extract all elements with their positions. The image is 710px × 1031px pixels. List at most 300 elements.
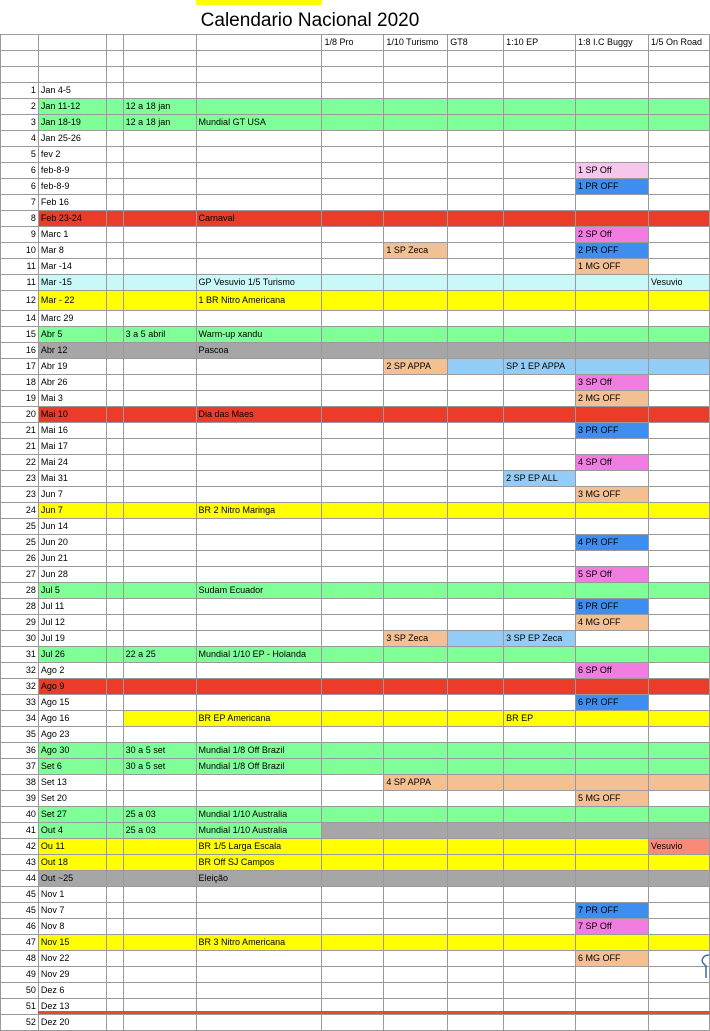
gt8-cell[interactable] [448,131,504,147]
ep-110-cell[interactable] [504,1015,576,1031]
event-cell[interactable]: Dia das Maes [196,407,322,423]
onroad-15-cell[interactable] [648,631,709,647]
buggy-18-cell[interactable]: 5 MG OFF [576,791,649,807]
buggy-18-cell[interactable]: 6 SP Off [576,663,649,679]
date-cell[interactable]: Jun 14 [38,519,106,535]
blank-cell[interactable] [106,391,123,407]
buggy-18-cell[interactable] [576,871,649,887]
pro-18-cell[interactable] [322,227,384,243]
gt8-cell[interactable] [448,983,504,999]
blank-cell[interactable] [106,551,123,567]
ep-110-cell[interactable] [504,391,576,407]
onroad-15-cell[interactable] [648,51,709,67]
turismo-110-cell[interactable] [384,711,448,727]
blank-cell[interactable] [106,439,123,455]
blank-cell[interactable] [106,775,123,791]
blank-cell[interactable] [106,567,123,583]
gt8-cell[interactable] [448,935,504,951]
turismo-110-cell[interactable] [384,871,448,887]
row-number-cell[interactable]: 35 [1,727,39,743]
gt8-cell[interactable] [448,711,504,727]
buggy-18-cell[interactable] [576,359,649,375]
pro-18-cell[interactable] [322,455,384,471]
onroad-15-cell[interactable] [648,503,709,519]
row-number-cell[interactable]: 44 [1,871,39,887]
row-number-cell[interactable]: 21 [1,439,39,455]
blank-cell[interactable] [106,243,123,259]
onroad-15-cell[interactable] [648,115,709,131]
date-range-cell[interactable] [123,51,196,67]
turismo-110-cell[interactable] [384,615,448,631]
date-cell[interactable]: Out ~25 [38,871,106,887]
date-range-cell[interactable] [123,391,196,407]
buggy-18-cell[interactable] [576,631,649,647]
date-cell[interactable]: Nov 15 [38,935,106,951]
turismo-110-cell[interactable] [384,163,448,179]
onroad-15-cell[interactable]: Vesuvio [648,839,709,855]
event-cell[interactable] [196,775,322,791]
blank-cell[interactable] [106,967,123,983]
date-cell[interactable]: Jun 20 [38,535,106,551]
onroad-15-cell[interactable] [648,99,709,115]
ep-110-cell[interactable] [504,455,576,471]
turismo-110-cell[interactable] [384,535,448,551]
pro-18-cell[interactable] [322,615,384,631]
event-cell[interactable] [196,147,322,163]
gt8-cell[interactable] [448,855,504,871]
date-cell[interactable]: Abr 26 [38,375,106,391]
onroad-15-cell[interactable] [648,871,709,887]
ep-110-cell[interactable] [504,179,576,195]
date-cell[interactable]: Feb 23-24 [38,211,106,227]
gt8-cell[interactable] [448,823,504,839]
ep-110-cell[interactable] [504,439,576,455]
ep-110-cell[interactable] [504,99,576,115]
onroad-15-cell[interactable] [648,375,709,391]
date-cell[interactable]: Mai 10 [38,407,106,423]
date-cell[interactable]: Feb 16 [38,195,106,211]
turismo-110-cell[interactable] [384,423,448,439]
gt8-cell[interactable] [448,791,504,807]
pro-18-cell[interactable] [322,887,384,903]
pro-18-cell[interactable] [322,343,384,359]
date-range-cell[interactable] [123,439,196,455]
turismo-110-cell[interactable] [384,983,448,999]
blank-cell[interactable] [106,35,123,51]
date-cell[interactable]: Jul 5 [38,583,106,599]
row-number-cell[interactable]: 32 [1,679,39,695]
pro-18-cell[interactable] [322,807,384,823]
date-range-cell[interactable] [123,871,196,887]
onroad-15-cell[interactable] [648,195,709,211]
turismo-110-cell[interactable] [384,147,448,163]
pro-18-cell[interactable] [322,663,384,679]
turismo-110-cell[interactable] [384,275,448,291]
date-range-cell[interactable] [123,243,196,259]
buggy-18-cell[interactable] [576,759,649,775]
event-cell[interactable] [196,359,322,375]
buggy-18-cell[interactable] [576,311,649,327]
event-cell[interactable] [196,311,322,327]
buggy-18-cell[interactable]: 1:8 I.C Buggy [576,35,649,51]
blank-cell[interactable] [106,487,123,503]
ep-110-cell[interactable]: BR EP [504,711,576,727]
onroad-15-cell[interactable] [648,903,709,919]
row-number-cell[interactable]: 5 [1,147,39,163]
blank-cell[interactable] [106,711,123,727]
date-cell[interactable]: Nov 29 [38,967,106,983]
row-number-cell[interactable]: 20 [1,407,39,423]
pro-18-cell[interactable] [322,951,384,967]
gt8-cell[interactable] [448,179,504,195]
ep-110-cell[interactable] [504,311,576,327]
row-number-cell[interactable]: 32 [1,663,39,679]
pro-18-cell[interactable] [322,967,384,983]
row-number-cell[interactable]: 47 [1,935,39,951]
date-cell[interactable]: Jan 11-12 [38,99,106,115]
row-number-cell[interactable]: 22 [1,455,39,471]
blank-cell[interactable] [106,535,123,551]
gt8-cell[interactable] [448,951,504,967]
event-cell[interactable]: Eleição [196,871,322,887]
row-number-cell[interactable]: 33 [1,695,39,711]
onroad-15-cell[interactable] [648,83,709,99]
onroad-15-cell[interactable] [648,535,709,551]
blank-cell[interactable] [106,83,123,99]
buggy-18-cell[interactable]: 5 SP Off [576,567,649,583]
onroad-15-cell[interactable] [648,759,709,775]
buggy-18-cell[interactable]: 4 MG OFF [576,615,649,631]
date-cell[interactable]: Out 4 [38,823,106,839]
ep-110-cell[interactable] [504,855,576,871]
date-range-cell[interactable] [123,275,196,291]
ep-110-cell[interactable] [504,519,576,535]
pro-18-cell[interactable] [322,695,384,711]
blank-cell[interactable] [106,423,123,439]
date-cell[interactable]: Jul 12 [38,615,106,631]
gt8-cell[interactable] [448,359,504,375]
pro-18-cell[interactable]: 1/8 Pro [322,35,384,51]
turismo-110-cell[interactable]: 1 SP Zeca [384,243,448,259]
buggy-18-cell[interactable] [576,83,649,99]
date-range-cell[interactable] [123,375,196,391]
date-cell[interactable]: Jan 18-19 [38,115,106,131]
date-cell[interactable]: Abr 19 [38,359,106,375]
date-cell[interactable]: Jun 21 [38,551,106,567]
buggy-18-cell[interactable] [576,439,649,455]
ep-110-cell[interactable] [504,211,576,227]
turismo-110-cell[interactable] [384,679,448,695]
date-range-cell[interactable] [123,455,196,471]
event-cell[interactable] [196,551,322,567]
row-number-cell[interactable]: 25 [1,535,39,551]
ep-110-cell[interactable] [504,951,576,967]
ep-110-cell[interactable] [504,291,576,311]
gt8-cell[interactable] [448,163,504,179]
gt8-cell[interactable] [448,695,504,711]
buggy-18-cell[interactable] [576,967,649,983]
onroad-15-cell[interactable] [648,359,709,375]
onroad-15-cell[interactable] [648,567,709,583]
blank-cell[interactable] [106,935,123,951]
date-cell[interactable]: Jan 25-26 [38,131,106,147]
date-range-cell[interactable] [123,503,196,519]
row-number-cell[interactable]: 30 [1,631,39,647]
blank-cell[interactable] [106,343,123,359]
date-cell[interactable]: Mar -14 [38,259,106,275]
turismo-110-cell[interactable] [384,551,448,567]
buggy-18-cell[interactable] [576,823,649,839]
blank-cell[interactable] [106,855,123,871]
row-number-cell[interactable]: 3 [1,115,39,131]
pro-18-cell[interactable] [322,375,384,391]
onroad-15-cell[interactable] [648,423,709,439]
pro-18-cell[interactable] [322,823,384,839]
pro-18-cell[interactable] [322,99,384,115]
buggy-18-cell[interactable] [576,67,649,83]
blank-cell[interactable] [106,147,123,163]
turismo-110-cell[interactable] [384,83,448,99]
blank-cell[interactable] [106,211,123,227]
date-cell[interactable]: Jun 7 [38,487,106,503]
onroad-15-cell[interactable] [648,935,709,951]
ep-110-cell[interactable] [504,647,576,663]
ep-110-cell[interactable] [504,227,576,243]
date-cell[interactable]: Ago 15 [38,695,106,711]
event-cell[interactable] [196,83,322,99]
buggy-18-cell[interactable] [576,679,649,695]
date-range-cell[interactable] [123,599,196,615]
blank-cell[interactable] [106,663,123,679]
blank-cell[interactable] [106,99,123,115]
event-cell[interactable]: Carnaval [196,211,322,227]
onroad-15-cell[interactable] [648,663,709,679]
buggy-18-cell[interactable] [576,583,649,599]
event-cell[interactable] [196,663,322,679]
event-cell[interactable] [196,391,322,407]
event-cell[interactable] [196,243,322,259]
date-range-cell[interactable] [123,163,196,179]
blank-cell[interactable] [106,791,123,807]
turismo-110-cell[interactable] [384,131,448,147]
turismo-110-cell[interactable] [384,823,448,839]
event-cell[interactable] [196,983,322,999]
row-number-cell[interactable]: 11 [1,275,39,291]
pro-18-cell[interactable] [322,67,384,83]
turismo-110-cell[interactable] [384,791,448,807]
blank-cell[interactable] [106,679,123,695]
row-number-cell[interactable]: 28 [1,599,39,615]
ep-110-cell[interactable] [504,487,576,503]
turismo-110-cell[interactable] [384,227,448,243]
blank-cell[interactable] [106,887,123,903]
blank-cell[interactable] [106,583,123,599]
date-range-cell[interactable]: 30 a 5 set [123,759,196,775]
gt8-cell[interactable] [448,647,504,663]
date-range-cell[interactable]: 3 a 5 abril [123,327,196,343]
onroad-15-cell[interactable] [648,855,709,871]
onroad-15-cell[interactable] [648,823,709,839]
event-cell[interactable] [196,487,322,503]
gt8-cell[interactable] [448,839,504,855]
buggy-18-cell[interactable] [576,519,649,535]
pro-18-cell[interactable] [322,407,384,423]
row-number-cell[interactable]: 23 [1,471,39,487]
ep-110-cell[interactable] [504,823,576,839]
buggy-18-cell[interactable] [576,711,649,727]
event-cell[interactable] [196,227,322,243]
turismo-110-cell[interactable] [384,887,448,903]
ep-110-cell[interactable] [504,275,576,291]
date-cell[interactable]: Nov 8 [38,919,106,935]
pro-18-cell[interactable] [322,935,384,951]
ep-110-cell[interactable] [504,871,576,887]
gt8-cell[interactable] [448,147,504,163]
event-cell[interactable]: Warm-up xandu [196,327,322,343]
gt8-cell[interactable] [448,503,504,519]
date-cell[interactable]: Set 27 [38,807,106,823]
date-cell[interactable]: Dez 20 [38,1015,106,1031]
buggy-18-cell[interactable]: 6 PR OFF [576,695,649,711]
gt8-cell[interactable] [448,967,504,983]
gt8-cell[interactable] [448,1015,504,1031]
row-number-cell[interactable]: 50 [1,983,39,999]
pro-18-cell[interactable] [322,327,384,343]
gt8-cell[interactable] [448,327,504,343]
gt8-cell[interactable] [448,807,504,823]
row-number-cell[interactable]: 36 [1,743,39,759]
date-cell[interactable]: Marc 1 [38,227,106,243]
pro-18-cell[interactable] [322,423,384,439]
date-cell[interactable]: Mai 3 [38,391,106,407]
onroad-15-cell[interactable] [648,551,709,567]
ep-110-cell[interactable] [504,839,576,855]
gt8-cell[interactable] [448,535,504,551]
gt8-cell[interactable] [448,551,504,567]
blank-cell[interactable] [106,919,123,935]
turismo-110-cell[interactable] [384,519,448,535]
blank-cell[interactable] [106,519,123,535]
pro-18-cell[interactable] [322,791,384,807]
event-cell[interactable]: Mundial GT USA [196,115,322,131]
date-range-cell[interactable] [123,951,196,967]
event-cell[interactable] [196,163,322,179]
row-number-cell[interactable]: 17 [1,359,39,375]
gt8-cell[interactable] [448,115,504,131]
turismo-110-cell[interactable] [384,807,448,823]
onroad-15-cell[interactable]: 1/5 On Road [648,35,709,51]
buggy-18-cell[interactable]: 1 SP Off [576,163,649,179]
date-cell[interactable]: Set 13 [38,775,106,791]
ep-110-cell[interactable] [504,327,576,343]
onroad-15-cell[interactable] [648,311,709,327]
onroad-15-cell[interactable] [648,807,709,823]
turismo-110-cell[interactable] [384,583,448,599]
row-number-cell[interactable]: 6 [1,163,39,179]
ep-110-cell[interactable] [504,807,576,823]
event-cell[interactable]: BR 1/5 Larga Escala [196,839,322,855]
turismo-110-cell[interactable] [384,663,448,679]
gt8-cell[interactable] [448,67,504,83]
blank-cell[interactable] [106,327,123,343]
row-number-cell[interactable]: 23 [1,487,39,503]
ep-110-cell[interactable] [504,727,576,743]
date-range-cell[interactable] [123,535,196,551]
date-cell[interactable]: Set 20 [38,791,106,807]
onroad-15-cell[interactable] [648,695,709,711]
ep-110-cell[interactable] [504,695,576,711]
event-cell[interactable] [196,887,322,903]
event-cell[interactable] [196,51,322,67]
buggy-18-cell[interactable]: 3 PR OFF [576,423,649,439]
row-number-cell[interactable]: 41 [1,823,39,839]
turismo-110-cell[interactable] [384,311,448,327]
blank-cell[interactable] [106,131,123,147]
pro-18-cell[interactable] [322,359,384,375]
onroad-15-cell[interactable] [648,1015,709,1031]
buggy-18-cell[interactable]: 3 SP Off [576,375,649,391]
buggy-18-cell[interactable] [576,99,649,115]
date-cell[interactable]: Ou 11 [38,839,106,855]
date-range-cell[interactable] [123,791,196,807]
pro-18-cell[interactable] [322,275,384,291]
event-cell[interactable] [196,471,322,487]
pro-18-cell[interactable] [322,983,384,999]
onroad-15-cell[interactable] [648,471,709,487]
row-number-cell[interactable]: 31 [1,647,39,663]
buggy-18-cell[interactable] [576,839,649,855]
blank-cell[interactable] [106,275,123,291]
blank-cell[interactable] [106,311,123,327]
date-range-cell[interactable] [123,423,196,439]
row-number-cell[interactable]: 10 [1,243,39,259]
date-cell[interactable]: Dez 13 [38,999,106,1015]
pro-18-cell[interactable] [322,839,384,855]
row-number-cell[interactable]: 46 [1,919,39,935]
turismo-110-cell[interactable] [384,99,448,115]
date-cell[interactable]: Jul 11 [38,599,106,615]
blank-cell[interactable] [106,759,123,775]
gt8-cell[interactable] [448,227,504,243]
ep-110-cell[interactable] [504,131,576,147]
blank-cell[interactable] [106,51,123,67]
ep-110-cell[interactable] [504,375,576,391]
event-cell[interactable] [196,567,322,583]
buggy-18-cell[interactable] [576,775,649,791]
onroad-15-cell[interactable] [648,407,709,423]
ep-110-cell[interactable] [504,567,576,583]
gt8-cell[interactable] [448,211,504,227]
date-range-cell[interactable] [123,291,196,311]
date-range-cell[interactable] [123,67,196,83]
ep-110-cell[interactable] [504,551,576,567]
buggy-18-cell[interactable] [576,343,649,359]
event-cell[interactable]: Mundial 1/10 EP - Holanda [196,647,322,663]
event-cell[interactable] [196,375,322,391]
onroad-15-cell[interactable] [648,163,709,179]
date-cell[interactable]: Mar 8 [38,243,106,259]
gt8-cell[interactable] [448,99,504,115]
gt8-cell[interactable] [448,343,504,359]
pro-18-cell[interactable] [322,163,384,179]
date-range-cell[interactable] [123,695,196,711]
row-number-cell[interactable]: 52 [1,1015,39,1031]
buggy-18-cell[interactable]: 6 MG OFF [576,951,649,967]
date-range-cell[interactable] [123,711,196,727]
turismo-110-cell[interactable] [384,471,448,487]
event-cell[interactable] [196,615,322,631]
date-range-cell[interactable] [123,1015,196,1031]
